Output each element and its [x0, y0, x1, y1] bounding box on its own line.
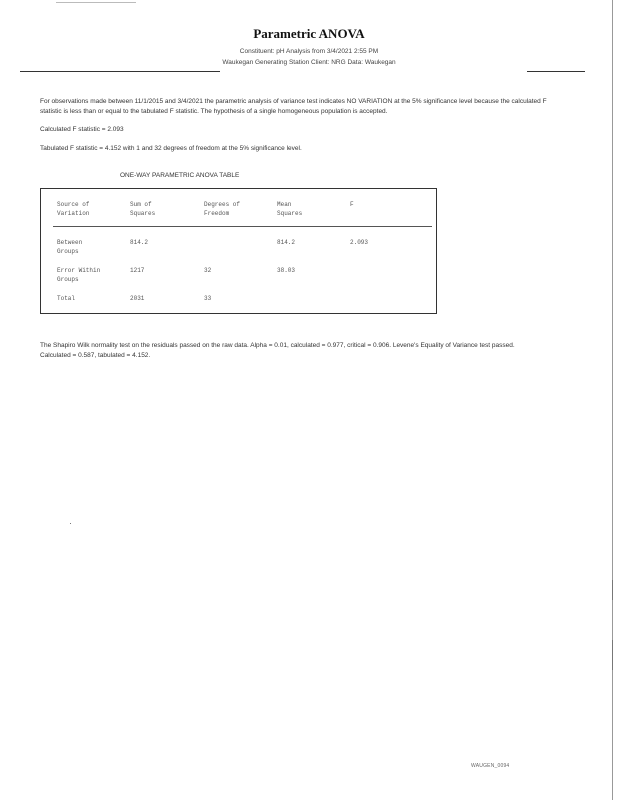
row-between-ms: 814.2: [277, 239, 296, 246]
header-degrees-of-freedom: Degrees of Freedom: [204, 201, 241, 217]
calculated-f-statistic: Calculated F statistic = 2.093: [40, 126, 124, 133]
top-fragment-line: [56, 2, 136, 3]
tabulated-f-statistic: Tabulated F statistic = 4.152 with 1 and 32 degrees of freedom at the 5% significance level.: [40, 145, 302, 152]
row-between-f: 2.093: [350, 239, 369, 246]
header-rule-right: [527, 71, 585, 72]
header-rule-left: [20, 71, 220, 72]
row-between-ss: 814.2: [130, 239, 149, 246]
scan-edge-line: [612, 0, 613, 800]
row-error-ss: 1217: [130, 267, 145, 274]
table-header-rule: [53, 226, 432, 227]
row-between-source: Between Groups: [57, 239, 83, 255]
row-total-ss: 2031: [130, 295, 145, 302]
anova-table-title: ONE-WAY PARAMETRIC ANOVA TABLE: [120, 172, 240, 179]
header-f: F: [350, 201, 354, 208]
row-error-df: 32: [204, 267, 212, 274]
normality-note: The Shapiro Wilk normality test on the residuals passed on the raw data. Alpha = 0.01, calculated = 0.977, critical = 0.906. Levene's Equality of Variance test passed. Calculated = 0.587, tabulated = 4.152.: [40, 342, 515, 359]
header-mean-squares: Mean Squares: [277, 201, 303, 217]
header-sum-of-squares: Sum of Squares: [130, 201, 156, 217]
result-paragraph: For observations made between 11/1/2015 and 3/4/2021 the parametric analysis of variance test indicates NO VARIATION at the 5% significance level because the calculated F statistic is less than or equal to the tabulated F statistic. The hypothesis of a single homogeneous population is accepted.: [40, 98, 547, 115]
stray-mark: [612, 580, 613, 600]
header-source: Source of Variation: [57, 201, 90, 217]
row-error-source: Error Within Groups: [57, 267, 101, 283]
page-title: Parametric ANOVA: [253, 26, 365, 41]
row-total-df: 33: [204, 295, 212, 302]
header-subtitle-2: Waukegan Generating Station Client: NRG Data: Waukegan: [222, 59, 396, 66]
document-id: WAUGEN_0094: [471, 763, 510, 769]
stray-mark: [70, 523, 71, 524]
row-error-ms: 38.03: [277, 267, 296, 274]
stray-mark: [612, 640, 613, 670]
header-subtitle-1: Constituent: pH Analysis from 3/4/2021 2:55 PM: [239, 48, 379, 55]
row-total-source: Total: [57, 295, 76, 302]
